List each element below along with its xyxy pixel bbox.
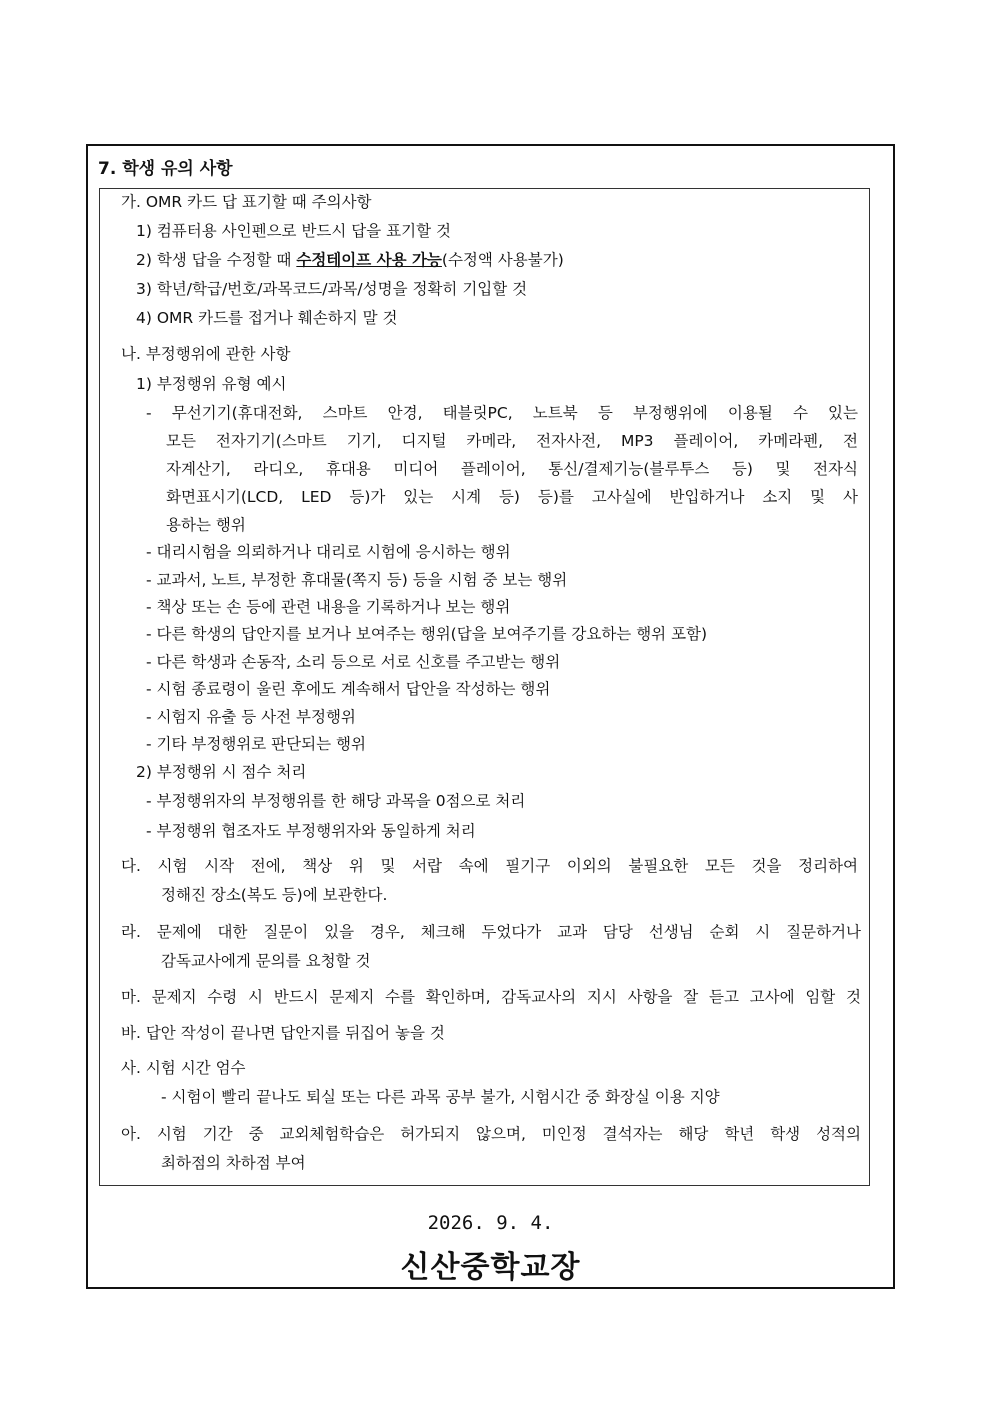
notice-text: 2) 학생 답을 수정할 때 [136, 251, 297, 269]
notice-text: (수정액 사용불가) [441, 251, 564, 269]
notice-line: - 무선기기(휴대전화, 스마트 안경, 태블릿PC, 노트북 등 부정행위에 이용될 수 있는 [146, 404, 858, 422]
notice-line: 다. 시험 시작 전에, 책상 위 및 서랍 속에 필기구 이외의 불필요한 모든 것을 정리하여 [121, 857, 858, 875]
notice-line: - 기타 부정행위로 판단되는 행위 [146, 735, 366, 753]
notice-line: 가. OMR 카드 답 표기할 때 주의사항 [121, 193, 372, 211]
notice-line: - 시험이 빨리 끝나도 퇴실 또는 다른 과목 공부 불가, 시험시간 중 화장실 이용 지양 [161, 1088, 720, 1106]
emphasis-text: 수정테이프 사용 가능 [296, 251, 442, 269]
notice-line: - 시험 종료령이 울린 후에도 계속해서 답안을 작성하는 행위 [146, 680, 551, 698]
notice-line: 자계산기, 라디오, 휴대용 미디어 플레이어, 통신/결제기능(블루투스 등) 및 전자식 [166, 460, 858, 478]
notice-line: 용하는 행위 [166, 516, 246, 534]
notice-line: 4) OMR 카드를 접거나 훼손하지 말 것 [136, 309, 398, 327]
notice-line [136, 250, 564, 270]
notice-line: 사. 시험 시간 엄수 [121, 1059, 246, 1077]
notice-line: 모든 전자기기(스마트 기기, 디지털 카메라, 전자사전, MP3 플레이어, 카메라펜, 전 [166, 432, 858, 450]
notice-line: 정해진 장소(복도 등)에 보관한다. [161, 886, 388, 904]
notice-line: - 대리시험을 의뢰하거나 대리로 시험에 응시하는 행위 [146, 543, 511, 561]
notice-line: 나. 부정행위에 관한 사항 [121, 345, 291, 363]
issue-date: 2026. 9. 4. [427, 1212, 554, 1234]
notice-line: 최하점의 차하점 부여 [161, 1154, 306, 1172]
notice-line: 바. 답안 작성이 끝나면 답안지를 뒤집어 놓을 것 [121, 1024, 445, 1042]
notice-line: 1) 부정행위 유형 예시 [136, 375, 287, 393]
notice-line: 마. 문제지 수령 시 반드시 문제지 수를 확인하며, 감독교사의 지시 사항을 잘 듣고 고사에 임할 것 [121, 988, 861, 1006]
section-title: 7. 학생 유의 사항 [98, 159, 233, 179]
notice-box [86, 144, 895, 1289]
notice-line: - 다른 학생과 손동작, 소리 등으로 서로 신호를 주고받는 행위 [146, 653, 561, 671]
notice-content-box [99, 188, 870, 1186]
notice-line: - 부정행위자의 부정행위를 한 해당 과목을 0점으로 처리 [146, 792, 526, 810]
notice-line: - 부정행위 협조자도 부정행위자와 동일하게 처리 [146, 822, 476, 840]
notice-line: 1) 컴퓨터용 사인펜으로 반드시 답을 표기할 것 [136, 222, 451, 240]
notice-line: 화면표시기(LCD, LED 등)가 있는 시계 등) 등)를 고사실에 반입하거나 소지 및 사 [166, 488, 858, 506]
notice-line: 2) 부정행위 시 점수 처리 [136, 763, 307, 781]
notice-line: - 교과서, 노트, 부정한 휴대물(쪽지 등) 등을 시험 중 보는 행위 [146, 571, 568, 589]
notice-line: - 책상 또는 손 등에 관련 내용을 기록하거나 보는 행위 [146, 598, 511, 616]
notice-line: - 다른 학생의 답안지를 보거나 보여주는 행위(답을 보여주기를 강요하는 행위 포함) [146, 625, 708, 643]
principal-signature: 신산중학교장 [400, 1250, 581, 1285]
notice-line: 아. 시험 기간 중 교외체험학습은 허가되지 않으며, 미인정 결석자는 해당 학년 학생 성적의 [121, 1125, 861, 1143]
notice-line: 라. 문제에 대한 질문이 있을 경우, 체크해 두었다가 교과 담당 선생님 순회 시 질문하거나 [121, 923, 861, 941]
notice-line: - 시험지 유출 등 사전 부정행위 [146, 708, 356, 726]
notice-line: 3) 학년/학급/번호/과목코드/과목/성명을 정확히 기입할 것 [136, 280, 528, 298]
notice-line: 감독교사에게 문의를 요청할 것 [161, 952, 371, 970]
